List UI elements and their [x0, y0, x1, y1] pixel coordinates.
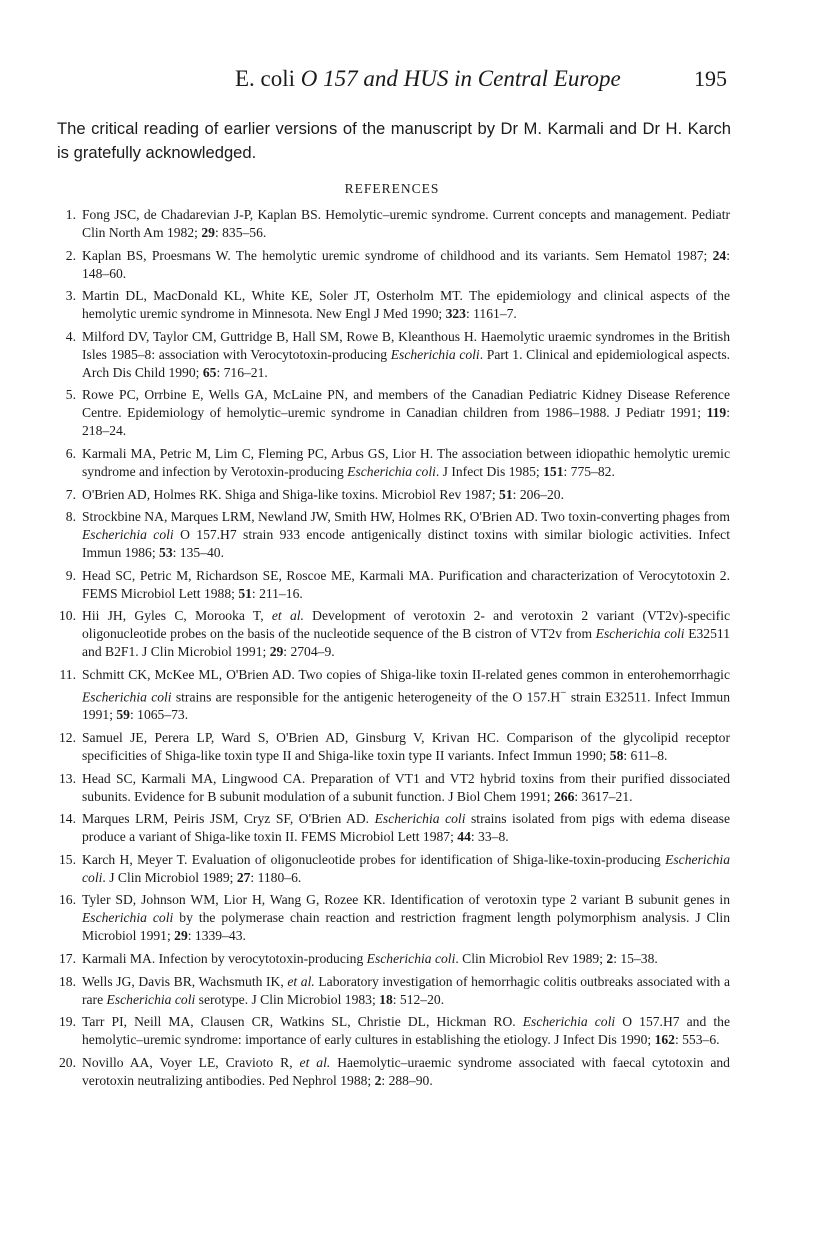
running-title: [235, 66, 621, 92]
running-title-rest: O 157 and HUS in Central Europe: [300, 66, 621, 91]
reference-number: 19.: [59, 1014, 76, 1030]
reference-item: [48, 1013, 730, 1049]
acknowledgement-paragraph: The critical reading of earlier versions of the manuscript by Dr M. Karmali and Dr H. Karch is gratefully acknowledged.: [57, 118, 731, 162]
reference-number: 8.: [65, 509, 76, 525]
reference-text: Wells JG, Davis BR, Wachsmuth IK, et al. Laboratory investigation of hemorrhagic colitis outbreaks associated with a rare Escherichia coli serotype. J Clin Microbiol 1983; 18: 512–20.: [82, 973, 730, 1007]
reference-item: [48, 666, 730, 725]
reference-number: 11.: [59, 666, 76, 682]
reference-item: [48, 386, 730, 440]
reference-text: Samuel JE, Perera LP, Ward S, O'Brien AD, Ginsburg V, Krivan HC. Comparison of the glycolipid receptor specificities of Shiga-like toxin type II and Shiga-like toxin type II variants. Infect Immun 1990; 58: 611–8.: [82, 730, 730, 764]
reference-text: Tarr PI, Neill MA, Clausen CR, Watkins SL, Christie DL, Hickman RO. Escherichia coli O 157.H7 and the hemolytic–uremic syndrome: importance of early cultures in establishing the etiology. J Infect Dis 1990; 162: 553–6.: [82, 1014, 730, 1048]
reference-item: [48, 287, 730, 323]
reference-number: 3.: [65, 288, 76, 304]
reference-number: 12.: [59, 730, 76, 746]
reference-number: 2.: [65, 247, 76, 263]
reference-text: Hii JH, Gyles C, Morooka T, et al. Development of verotoxin 2- and verotoxin 2 variant (VT2v)-specific oligonucleotide probes on the basis of the nucleotide sequence of the B cistron of VT2v from Escherichia coli E32511 and B2F1. J Clin Microbiol 1991; 29: 2704–9.: [82, 608, 731, 660]
reference-item: [48, 1054, 730, 1090]
reference-list: [48, 206, 730, 1094]
reference-number: 5.: [65, 387, 76, 403]
reference-text: Fong JSC, de Chadarevian J-P, Kaplan BS. Hemolytic–uremic syndrome. Current concepts and management. Pediatr Clin North Am 1982; 29: 835–56.: [82, 207, 730, 240]
reference-number: 10.: [59, 608, 76, 624]
reference-text: Marques LRM, Peiris JSM, Cryz SF, O'Brien AD. Escherichia coli strains isolated from pigs with edema disease produce a variant of Shiga-like toxin II. FEMS Microbiol Lett 1987; 44: 33–8.: [82, 811, 730, 845]
reference-number: 15.: [59, 851, 76, 867]
reference-item: [48, 486, 730, 504]
reference-number: 13.: [59, 770, 76, 786]
reference-number: 20.: [59, 1054, 76, 1070]
reference-item: [48, 770, 730, 806]
reference-item: [48, 810, 730, 846]
reference-number: 9.: [65, 567, 76, 583]
reference-text: Schmitt CK, McKee ML, O'Brien AD. Two copies of Shiga-like toxin II-related genes common in enterohemorrhagic Escherichia coli strains are responsible for the antigenic heterogeneity of the O 157.H− strain E32511. Infect Immun 1991; 59: 1065–73.: [82, 666, 730, 723]
reference-text: Strockbine NA, Marques LRM, Newland JW, Smith HW, Holmes RK, O'Brien AD. Two toxin-converting phages from Escherichia coli O 157.H7 strain 933 encode antigenically distinct toxins with similar biologic activities. Infect Immun 1986; 53: 135–40.: [82, 509, 730, 561]
reference-number: 16.: [59, 892, 76, 908]
reference-number: 7.: [65, 486, 76, 502]
reference-item: [48, 851, 730, 887]
reference-text: Head SC, Petric M, Richardson SE, Roscoe ME, Karmali MA. Purification and characterization of Verocytotoxin 2. FEMS Microbiol Lett 1988; 51: 211–16.: [82, 567, 730, 601]
reference-text: Karch H, Meyer T. Evaluation of oligonucleotide probes for identification of Shiga-like-toxin-producing Escherichia coli. J Clin Microbiol 1989; 27: 1180–6.: [82, 851, 730, 885]
reference-number: 6.: [65, 445, 76, 461]
reference-number: 4.: [65, 328, 76, 344]
reference-item: [48, 607, 730, 661]
reference-item: [48, 445, 730, 481]
running-title-genus: E. coli: [235, 66, 296, 91]
reference-text: Martin DL, MacDonald KL, White KE, Soler JT, Osterholm MT. The epidemiology and clinical aspects of the hemolytic uremic syndrome in Minnesota. New Engl J Med 1990; 323: 1161–7.: [82, 288, 730, 322]
reference-item: [48, 508, 730, 562]
reference-item: [48, 891, 730, 945]
reference-text: Tyler SD, Johnson WM, Lior H, Wang G, Rozee KR. Identification of verotoxin type 2 variant B subunit genes in Escherichia coli by the polymerase chain reaction and restriction fragment length polymorphism analysis. J Clin Microbiol 1991; 29: 1339–43.: [82, 892, 731, 944]
reference-item: [48, 567, 730, 603]
reference-text: Karmali MA, Petric M, Lim C, Fleming PC, Arbus GS, Lior H. The association between idiopathic hemolytic uremic syndrome and infection by Verotoxin-producing Escherichia coli. J Infect Dis 1985; 151: 775–82.: [82, 445, 730, 479]
reference-item: [48, 950, 730, 968]
page-number: 195: [694, 66, 727, 91]
reference-number: 14.: [59, 811, 76, 827]
reference-number: 1.: [65, 207, 76, 222]
reference-item: [48, 973, 730, 1009]
reference-text: Karmali MA. Infection by verocytotoxin-producing Escherichia coli. Clin Microbiol Rev 1989; 2: 15–38.: [82, 951, 658, 967]
reference-item: [48, 729, 730, 765]
reference-text: Novillo AA, Voyer LE, Cravioto R, et al. Haemolytic–uraemic syndrome associated with faecal cytotoxin and verotoxin neutralizing antibodies. Ped Nephrol 1988; 2: 288–90.: [82, 1054, 730, 1088]
reference-text: Head SC, Karmali MA, Lingwood CA. Preparation of VT1 and VT2 hybrid toxins from their purified dissociated subunits. Evidence for B subunit modulation of a subunit function. J Biol Chem 1991; 266: 3617–21.: [82, 770, 730, 804]
reference-number: 17.: [59, 951, 76, 967]
reference-text: Rowe PC, Orrbine E, Wells GA, McLaine PN, and members of the Canadian Pediatric Kidney Disease Reference Centre. Epidemiology of hemolytic–uremic syndrome in Canadian children from 1986–1988. J Pediatr 1991; 119: 218–24.: [82, 387, 730, 439]
reference-number: 18.: [59, 973, 76, 989]
reference-item: [48, 206, 730, 242]
reference-item: [48, 247, 730, 283]
reference-text: O'Brien AD, Holmes RK. Shiga and Shiga-like toxins. Microbiol Rev 1987; 51: 206–20.: [82, 486, 564, 502]
reference-item: [48, 328, 730, 382]
reference-text: Milford DV, Taylor CM, Guttridge B, Hall SM, Rowe B, Kleanthous H. Haemolytic uraemic syndromes in the British Isles 1985–8: association with Verocytotoxin-producing Escherichia coli. Part 1. Clinical and epidemiological aspects. Arch Dis Child 1990; 65: 716–21.: [82, 328, 731, 380]
reference-text: Kaplan BS, Proesmans W. The hemolytic uremic syndrome of childhood and its variants. Sem Hematol 1987; 24: 148–60.: [82, 247, 730, 281]
running-header: [57, 66, 727, 100]
references-heading: REFERENCES: [344, 181, 440, 196]
